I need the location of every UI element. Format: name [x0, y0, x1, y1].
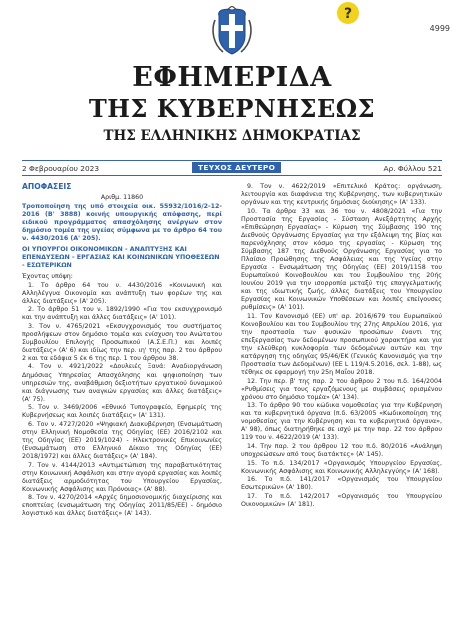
considerations-intro: Έχοντας υπόψη: — [22, 273, 73, 281]
right-column — [241, 183, 442, 509]
decision-number: Αριθμ. 11860 — [100, 194, 144, 202]
list-item: 1. Το άρθρο 64 του ν. 4430/2016 «Κοινωνική και Αλληλέγγυα Οικονομία και ανάπτυξη των φορέων της και άλλες διατάξεις» (Α' 205). — [22, 281, 222, 305]
sheet-number: Αρ. Φύλλου 521 — [383, 164, 442, 173]
svg-text:?: ? — [343, 6, 353, 22]
gazette-title-line2: ΤΗΣ ΚΥΒΕΡΝΗΣΕΩΣ — [88, 94, 376, 123]
header-divider-bottom — [22, 175, 442, 176]
issuing-ministers: ΟΙ ΥΠΟΥΡΓΟΙ ΟΙΚΟΝΟΜΙΚΩΝ - ΑΝΑΠΤΥΞΗΣ ΚΑΙ ΕΠΕΝΔΥΣΕΩΝ - ΕΡΓΑΣΙΑΣ ΚΑΙ ΚΟΙΝΩΝΙΚΩΝ ΥΠΟΘΕΣΕΩΝ - ΕΣΩΤΕΡΙΚΩΝ — [22, 246, 220, 270]
decision-subject: Τροποποίηση της υπό στοιχεία οικ. 55932/1016/2-12-2016 (Β' 3888) κοινής υπουργικής απόφασης, περί ειδικού προγράμματος απασχόλησης ανέργων στον δημόσιο τομέα της υγείας σύμφωνα με το άρθρο 64 του ν. 4430/2016 (Α' 205). — [22, 203, 222, 243]
list-item: 12. Την περ. β' της παρ. 2 του άρθρου 2 του π.δ. 164/2004 «Ρυθμίσεις για τους εργαζόμενους με συμβάσεις ορισμένου χρόνου στο δημόσιο τομέα» (Α' 134). — [241, 377, 442, 401]
list-item: 16. Το π.δ. 141/2017 «Οργανισμός του Υπουργείου Εσωτερικών» (Α' 180). — [241, 476, 442, 492]
gazette-title: ΕΦΗΜΕΡΙΔΑ — [132, 62, 332, 93]
gazette-subtitle: ΤΗΣ ΕΛΛΗΝΙΚΗΣ ΔΗΜΟΚΡΑΤΙΑΣ — [103, 128, 361, 144]
list-item: 7. Τον ν. 4144/2013 «Αντιμετώπιση της παραβατικότητας στην Κοινωνική Ασφάλιση και στην αγορά εργασίας και λοιπές διατάξεις αρμοδιότητας του Υπουργείου Εργασίας, Κοινωνικής Ασφάλισης και Πρόνοιας» (Α' 88). — [22, 461, 222, 493]
section-title: ΑΠΟΦΑΣΕΙΣ — [22, 182, 72, 191]
list-item: 3. Τον ν. 4765/2021 «Εκσυγχρονισμός του συστήματος προσλήψεων στον δημόσιο τομέα και ενίσχυση του Ανώτατου Συμβουλίου Επιλογής Προσωπικού (Α.Σ.Ε.Π.) και λοιπές διατάξεις» (Α' 6) και ιδίως την περ. ιη' της παρ. 2 του άρθρου 2 και τα εδάφια 5 έκ 6 της περ. 1 του άρθρου 38. — [22, 322, 222, 362]
issue-series-badge: ΤΕΥΧΟΣ ΔΕΥΤΕΡΟ — [192, 162, 281, 173]
list-item: 9. Τον ν. 4622/2019 «Επιτελικό Κράτος: οργάνωση, λειτουργία και διαφάνεια της Κυβέρνησης, των κυβερνητικών οργάνων και της κεντρικής δημόσιας διοίκησης» (Α' 133). — [241, 183, 442, 207]
list-item: 10. Τα άρθρα 33 και 36 του ν. 4808/2021 «Για την Προστασία της Εργασίας - Σύσταση Ανεξάρτητης Αρχής «Επιθεώρηση Εργασίας» - Κύρωση της Σύμβασης 190 της Διεθνούς Οργάνωσης Εργασίας για την εξάλειψη της βίας και παρενόχλησης στον κόσμο της εργασίας - Κύρωση της Σύμβασης 187 της Διεθνούς Οργάνωσης Εργασίας για το Πλαίσιο Προώθησης της Ασφάλειας και της Υγείας στην Εργασία - Ενσωμάτωση της Οδηγίας (ΕΕ) 2019/1158 του Ευρωπαϊκού Κοινοβουλίου και του Συμβουλίου της 20ής Ιουνίου 2019 για την ισορροπία μεταξύ της επαγγελματικής και της ιδιωτικής ζωής, άλλες διατάξεις του Υπουργείου Εργασίας και Κοινωνικών Υποθέσεων και λοιπές επείγουσες ρυθμίσεις» (Α' 101). — [241, 207, 442, 312]
issue-date: 2 Φεβρουαρίου 2023 — [22, 164, 100, 173]
list-item: 2. Το άρθρο 51 του ν. 1892/1990 «Για τον εκσυγχρονισμό και την ανάπτυξη και άλλες διατάξεις» (Α' 101). — [22, 306, 222, 322]
list-item: 17. Το π.δ. 142/2017 «Οργανισμός του Υπουργείου Οικονομικών» (Α' 181). — [241, 492, 442, 508]
list-item: 13. Το άρθρο 90 του κώδικα νομοθεσίας για την Κυβέρνηση και τα κυβερνητικά όργανα (π.δ. 63/2005 «Κωδικοποίηση της νομοθεσίας για την Κυβέρνηση και τα κυβερνητικά όργανα», Α' 98), όπως διατηρήθηκε σε ισχύ με την παρ. 22 του άρθρου 119 του ν. 4622/2019 (Α' 133). — [241, 402, 442, 442]
left-column — [22, 183, 222, 519]
list-item: 11. Τον Κανονισμό (ΕΕ) υπ' αρ. 2016/679 του Ευρωπαϊκού Κοινοβουλίου και του Συμβουλίου της 27ης Απριλίου 2016, για την προστασία των φυσικών προσώπων έναντι της επεξεργασίας των δεδομένων προσωπικού χαρακτήρα και για την ελεύθερη κυκλοφορία των δεδομένων αυτών και την κατάργηση της οδηγίας 95/46/ΕΚ (Γενικός Κανονισμός για την Προστασία των Δεδομένων) (ΕΕ L 119/4.5.2016, σελ. 1-88), ως τέθηκε σε εφαρμογή την 25η Μαΐου 2018. — [241, 312, 442, 377]
list-item: 6. Τον ν. 4727/2020 «Ψηφιακή Διακυβέρνηση (Ενσωμάτωση στην Ελληνική Νομοθεσία της Οδηγίας (ΕΕ) 2016/2102 και της Οδηγίας (ΕΕ) 2019/1024) - Ηλεκτρονικές Επικοινωνίες (Ενσωμάτωση στο Ελληνικό Δίκαιο της Οδηγίας (ΕΕ) 2018/1972) και άλλες διατάξεις» (Α' 184). — [22, 420, 222, 460]
list-item: 15. Το π.δ. 134/2017 «Οργανισμός Υπουργείου Εργασίας, Κοινωνικής Ασφάλισης και Κοινωνικής Αλληλεγγύης» (Α' 168). — [241, 459, 442, 475]
header-divider-top — [22, 160, 442, 161]
page-number: 4999 — [429, 24, 450, 33]
list-item: 8. Τον ν. 4270/2014 «Αρχές δημοσιονομικής διαχείρισης και εποπτείας (ενσωμάτωση της Οδηγίας 2011/85/ΕΕ) - δημόσιο λογιστικό και άλλες διατάξεις» (Α' 143). — [22, 494, 222, 518]
greek-coat-of-arms-icon — [211, 6, 253, 56]
list-item: 14. Την παρ. 2 του άρθρου 12 του π.δ. 80/2016 «Ανάληψη υποχρεώσεων από τους διατάκτες» (Α' 145). — [241, 443, 442, 459]
list-item: 5. Τον ν. 3469/2006 «Εθνικό Τυπογραφείο, Εφημερίς της Κυβερνήσεως και λοιπές διατάξεις» (Α' 131). — [22, 404, 222, 420]
question-badge-icon — [333, 0, 363, 28]
list-item: 4. Τον ν. 4921/2022 «Δουλειές Ξανά: Αναδιοργάνωση Δημόσιας Υπηρεσίας Απασχόλησης και ψηφιοποίηση των υπηρεσιών της, αναβάθμιση δεξιοτήτων εργατικού δυναμικού και διάγνωσης των αναγκών εργασίας και άλλες διατάξεις» (Α' 75). — [22, 363, 222, 403]
